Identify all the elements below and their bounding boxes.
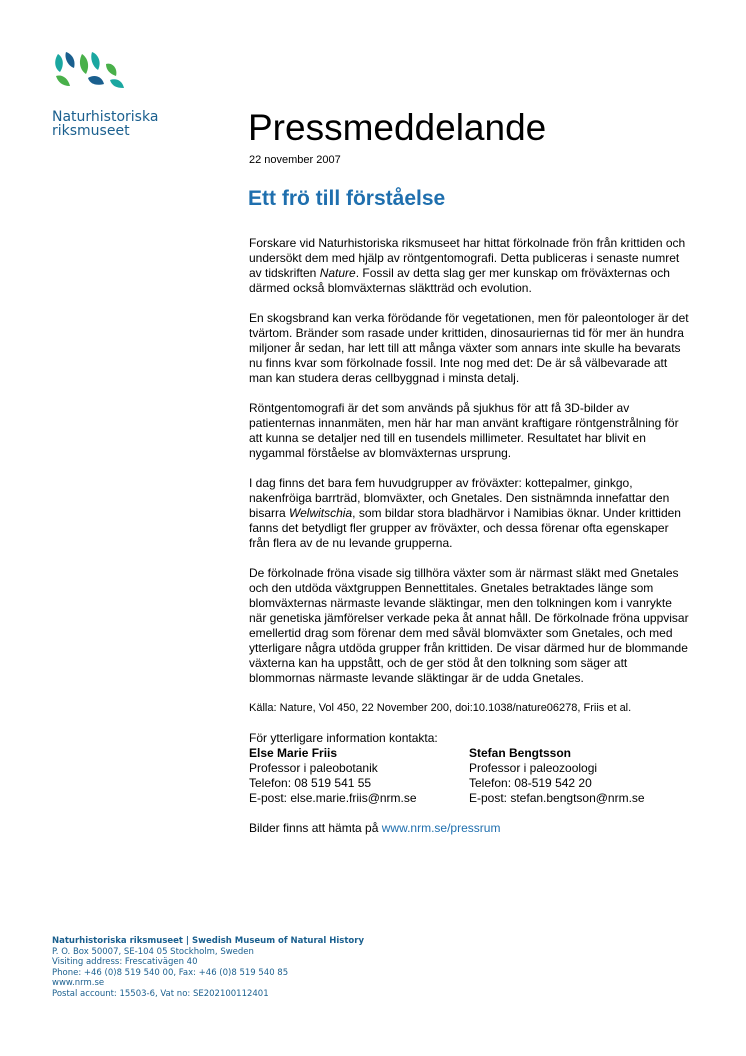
paragraph-2: En skogsbrand kan verka förödande för vegetationen, men för paleontologer är det tvärtom. Bränder som rasade under krittiden, dinosauriernas tid för mer än hundra miljoner år sedan, har lett till att många växter som annars inte skulle ha bevarats nu finns kvar som förkolnade fossil. Inte nog med det: De är så välbevarade att man kan studera deras cellbyggnad i minsta detalj. [249,311,689,385]
nrm-leaf-logo-icon [52,50,132,90]
footer-postal: Postal account: 15503-6, Vat no: SE202100112401 [52,988,269,999]
pressroom-link[interactable]: www.nrm.se/pressrum [381,821,501,835]
contacts [249,746,689,806]
logo-line-1: Naturhistoriska [52,109,159,125]
contact-name: Else Marie Friis [249,746,338,760]
contact-email[interactable]: E-post: stefan.bengtson@nrm.se [469,791,645,805]
contact-email[interactable]: E-post: else.marie.friis@nrm.se [249,791,417,805]
logo-text [52,110,158,138]
paragraph-5: De förkolnade fröna visade sig tillhöra växter som är närmast släkt med Gnetales och den utdöda växtgruppen Bennettitales. Gnetales betraktades länge som blomväxternas närmaste levande släktingar, men den tolkningen kom i vanrykte när genetiska jämförelser verkade peka åt annat håll. De förkolnade fröna uppvisar emellertid drag som förenar dem med såväl blomväxter som Gnetales, och med ytterligare några utdöda grupper från krittiden. De visar därmed hur de blommande växterna kan ha uppstått, och de ger stöd åt den tolkning som säger att blommornas närmaste levande släktingar är de udda Gnetales. [249,566,689,685]
paragraph-1: Forskare vid Naturhistoriska riksmuseet har hittat förkolnade frön från krittiden och undersökt dem med hjälp av röntgentomografi. Detta publiceras i senaste numret av tidskriften Nature. Fossil av detta slag ger mer kunskap om fröväxternas och därmed också blomväxternas släktträd och evolution. [249,236,686,295]
contact-phone: Telefon: 08-519 542 20 [469,776,592,790]
images-text: Bilder finns att hämta på [249,821,382,835]
paragraph-4: I dag finns det bara fem huvudgrupper av fröväxter: kottepalmer, ginkgo, nakenfröiga barrträd, blomväxter, och Gnetales. Den sistnämnda innefattar den bisarra Welwitschia, som bildar stora bladhärvor i Namibias öknar. Under krittiden fanns det betydligt fler grupper av fröväxter, och dessa förenar ofta egenskaper från flera av de nu levande grupperna. [249,476,681,550]
contact-intro: För ytterligare information kontakta: [249,731,438,745]
footer-visiting: Visiting address: Frescativägen 40 [52,957,198,967]
museum-logo [52,50,172,139]
logo-line-2: riksmuseet [52,123,130,139]
contact-card [469,746,689,806]
release-date: 22 november 2007 [249,154,341,166]
source-citation: Källa: Nature, Vol 450, 22 November 200, doi:10.1038/nature06278, Friis et al. [249,702,632,714]
footer [52,936,364,999]
footer-web[interactable]: www.nrm.se [52,978,105,988]
contact-name: Stefan Bengtsson [469,746,572,760]
contact-card [249,746,469,806]
headline: Ett frö till förståelse [248,187,446,210]
page-title: Pressmeddelande [248,107,547,148]
contact-phone: Telefon: 08 519 541 55 [249,776,372,790]
paragraph-3: Röntgentomografi är det som används på sjukhus för att få 3D-bilder av patienternas innanmäten, men här har man använt kraftigare röntgenstrålning för att kunna se detaljer ned till en tusendels millimeter. Resultatet har blivit en nygammal förståelse av blomväxternas ursprung. [249,401,679,460]
contact-title: Professor i paleobotanik [249,761,378,775]
article-body [249,236,689,836]
footer-phone: Phone: +46 (0)8 519 540 00, Fax: +46 (0)8 519 540 85 [52,967,289,978]
contact-title: Professor i paleozoologi [469,761,598,775]
footer-org: Naturhistoriska riksmuseet | Swedish Museum of Natural History [52,936,364,946]
images-note [249,821,689,836]
footer-address: P. O. Box 50007, SE-104 05 Stockholm, Sweden [52,946,254,957]
